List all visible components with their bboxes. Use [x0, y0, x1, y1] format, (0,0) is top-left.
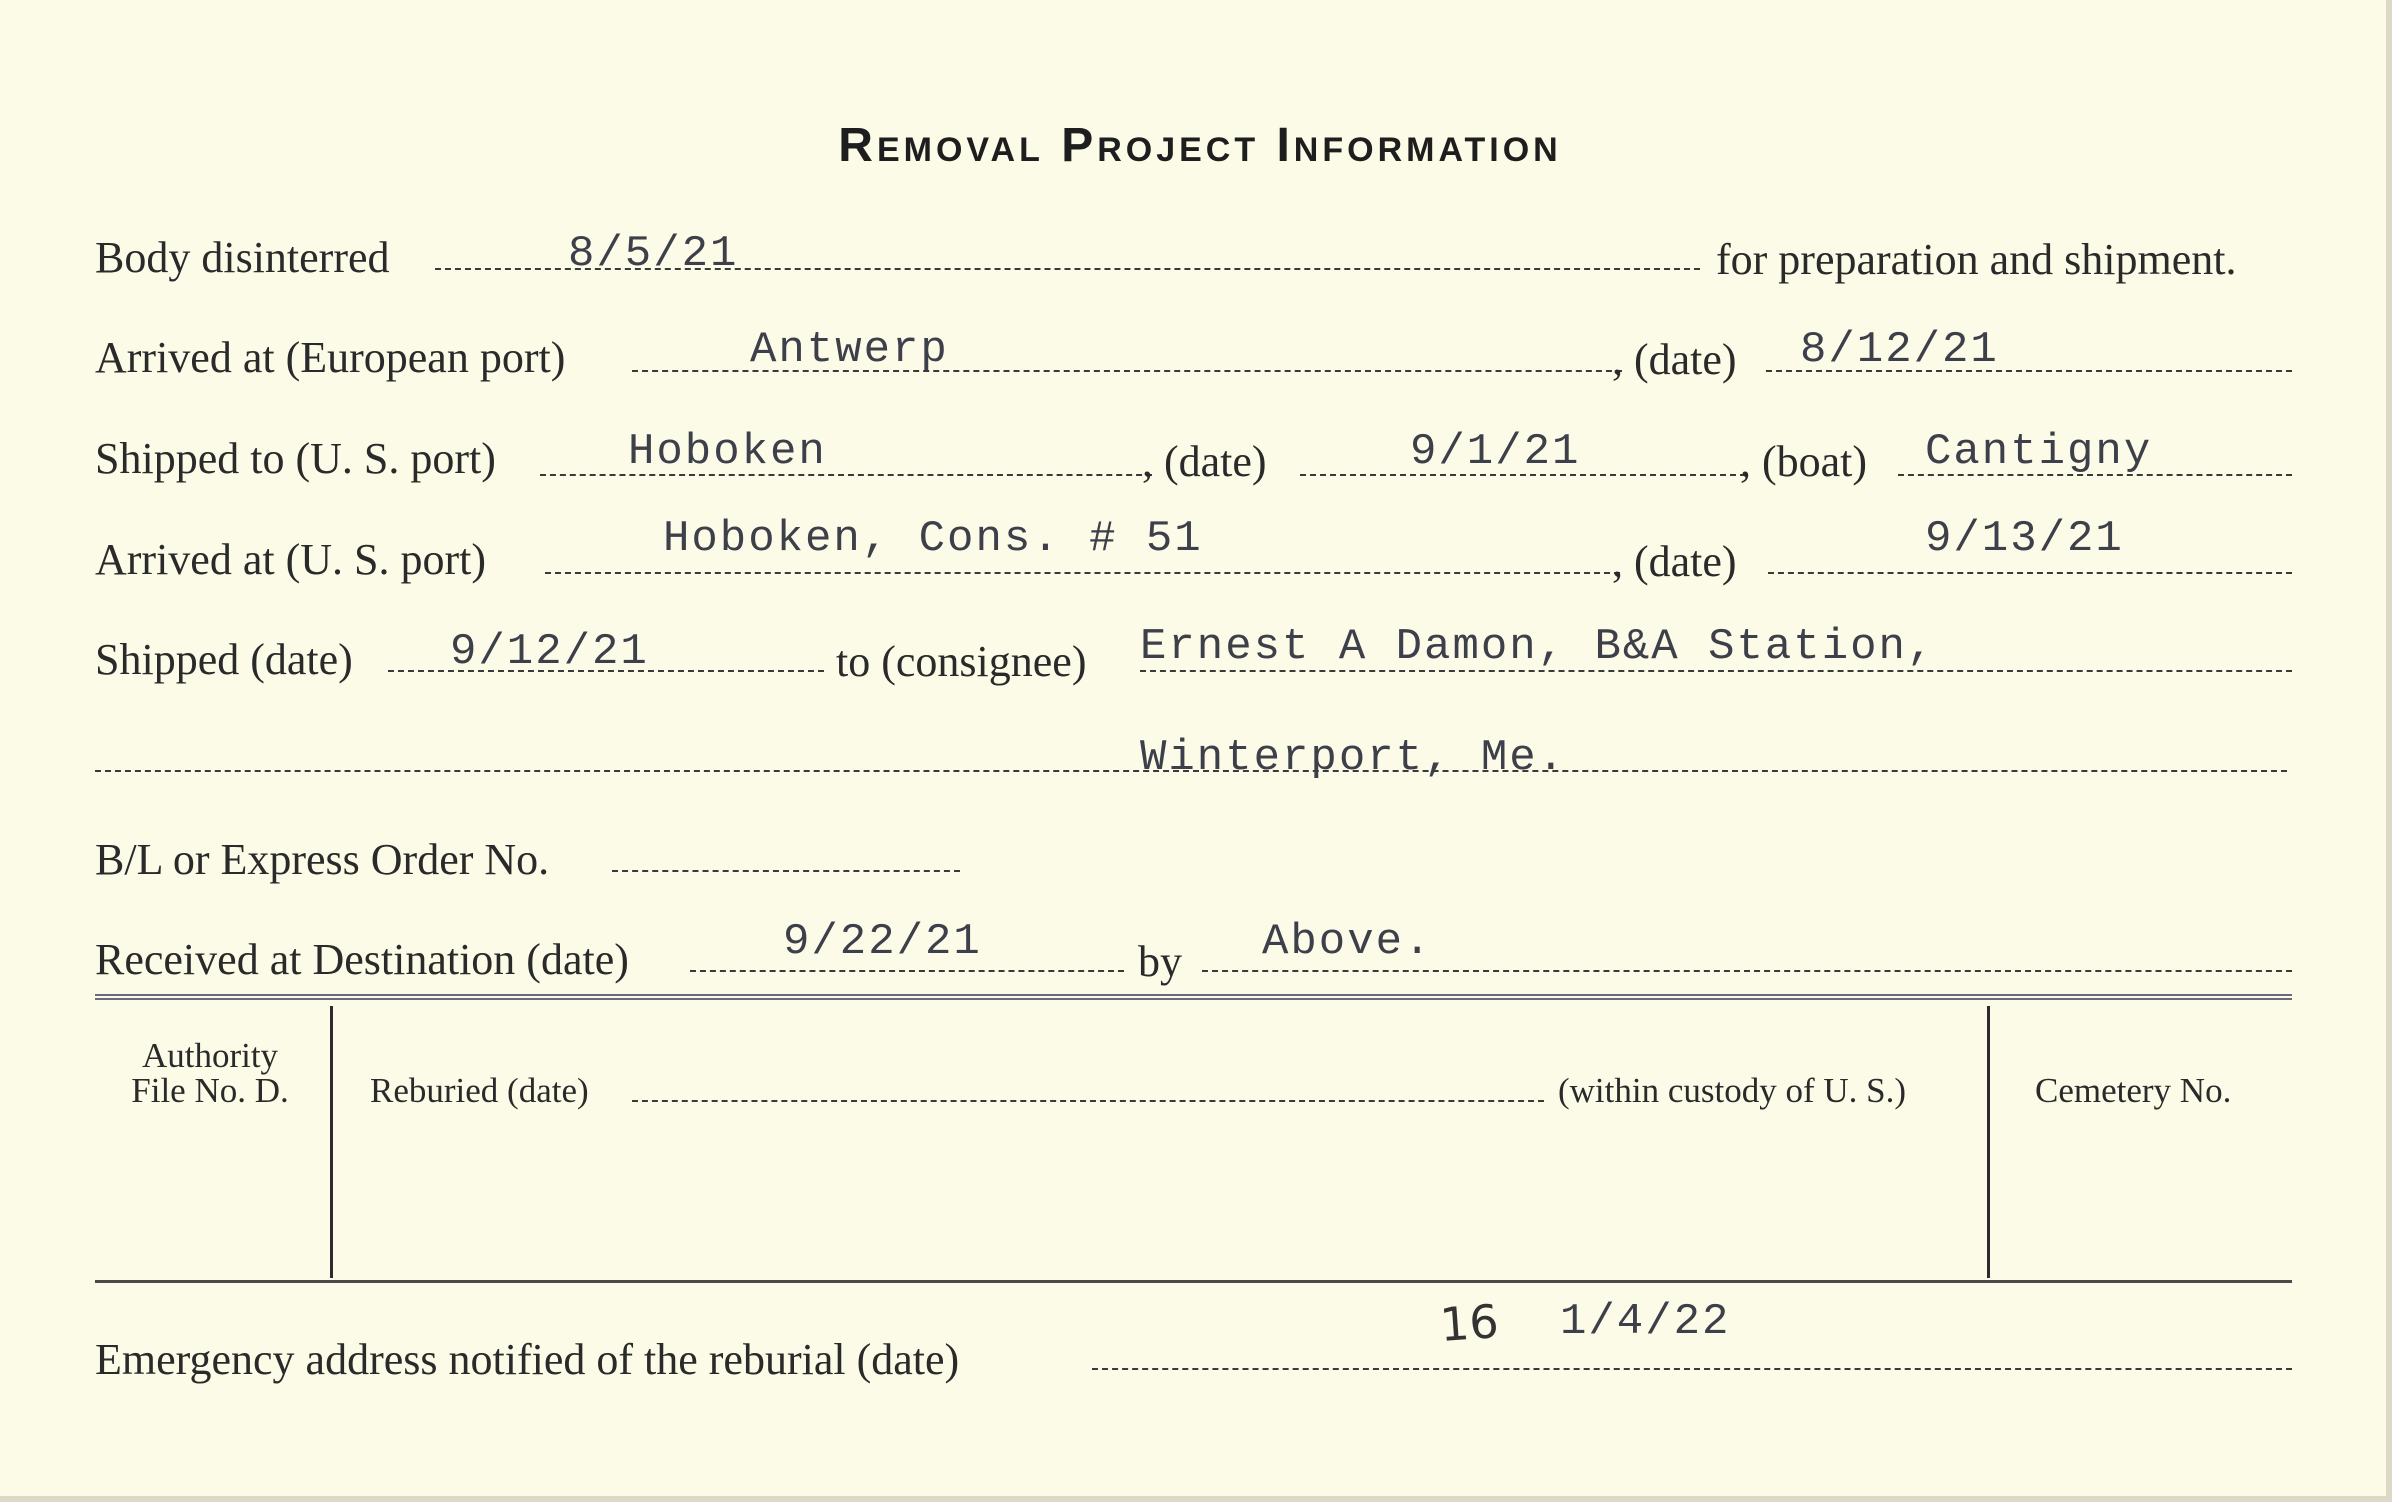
body-disinterred-suffix: for preparation and shipment. [1716, 235, 2237, 284]
arrived-us-date-line [1768, 572, 2292, 574]
arrived-european-date: 8/12/21 [1800, 325, 1999, 375]
arrived-european-port: Antwerp [750, 325, 949, 375]
reburied-label: Reburied (date) [370, 1071, 589, 1110]
arrived-european-label: Arrived at (European port) [95, 333, 566, 382]
consignee-label: to (consignee) [836, 637, 1087, 686]
emergency-label: Emergency address notified of the reburial (date) [95, 1335, 960, 1384]
shipped-us-boat: Cantigny [1925, 427, 2153, 477]
table-bottom-rule [95, 1280, 2292, 1283]
received-by-line [1202, 970, 2292, 972]
body-disinterred-value: 8/5/21 [568, 229, 739, 279]
arrived-us-label: Arrived at (U. S. port) [95, 535, 487, 584]
consignee-value-line-2: Winterport, Me. [1140, 733, 1567, 783]
card-title: Removal Project Information [838, 119, 1562, 172]
shipped-us-label: Shipped to (U. S. port) [95, 434, 496, 483]
received-date: 9/22/21 [783, 917, 982, 967]
emergency-line [1092, 1368, 2292, 1370]
received-by: Above. [1262, 917, 1433, 967]
arrived-us-date-label: , (date) [1612, 537, 1737, 586]
shipped-date: 9/12/21 [450, 627, 649, 677]
shipped-us-port: Hoboken [628, 427, 827, 477]
received-date-line [690, 970, 1124, 972]
table-divider-right [1987, 1006, 1990, 1278]
reburied-line [632, 1100, 1544, 1102]
received-label: Received at Destination (date) [95, 935, 629, 984]
authority-label-1: Authority [141, 1036, 279, 1075]
shipped-us-date: 9/1/21 [1410, 427, 1581, 477]
emergency-initials: 16 [1438, 1294, 1501, 1352]
table-top-double-rule [95, 994, 2292, 1000]
arrived-european-date-label: , (date) [1612, 335, 1737, 384]
body-disinterred-label: Body disinterred [95, 233, 390, 282]
table-divider-left [330, 1006, 333, 1278]
emergency-date: 1/4/22 [1560, 1297, 1731, 1347]
custody-label: (within custody of U. S.) [1558, 1071, 1907, 1110]
shipped-us-boat-label: , (boat) [1740, 437, 1868, 486]
cemetery-label: Cemetery No. [2035, 1071, 2232, 1110]
shipped-us-date-label: , (date) [1142, 437, 1267, 486]
bl-order-label: B/L or Express Order No. [95, 835, 550, 884]
received-by-label: by [1138, 937, 1182, 986]
arrived-us-date: 9/13/21 [1925, 514, 2124, 564]
arrived-us-port-line [545, 572, 1620, 574]
bl-order-line [612, 870, 960, 872]
consignee-value-line-1: Ernest A Damon, B&A Station, [1140, 622, 1936, 672]
arrived-us-port: Hoboken, Cons. # 51 [663, 514, 1203, 564]
authority-label-2: File No. D. [131, 1071, 289, 1110]
shipped-date-label: Shipped (date) [95, 635, 353, 684]
